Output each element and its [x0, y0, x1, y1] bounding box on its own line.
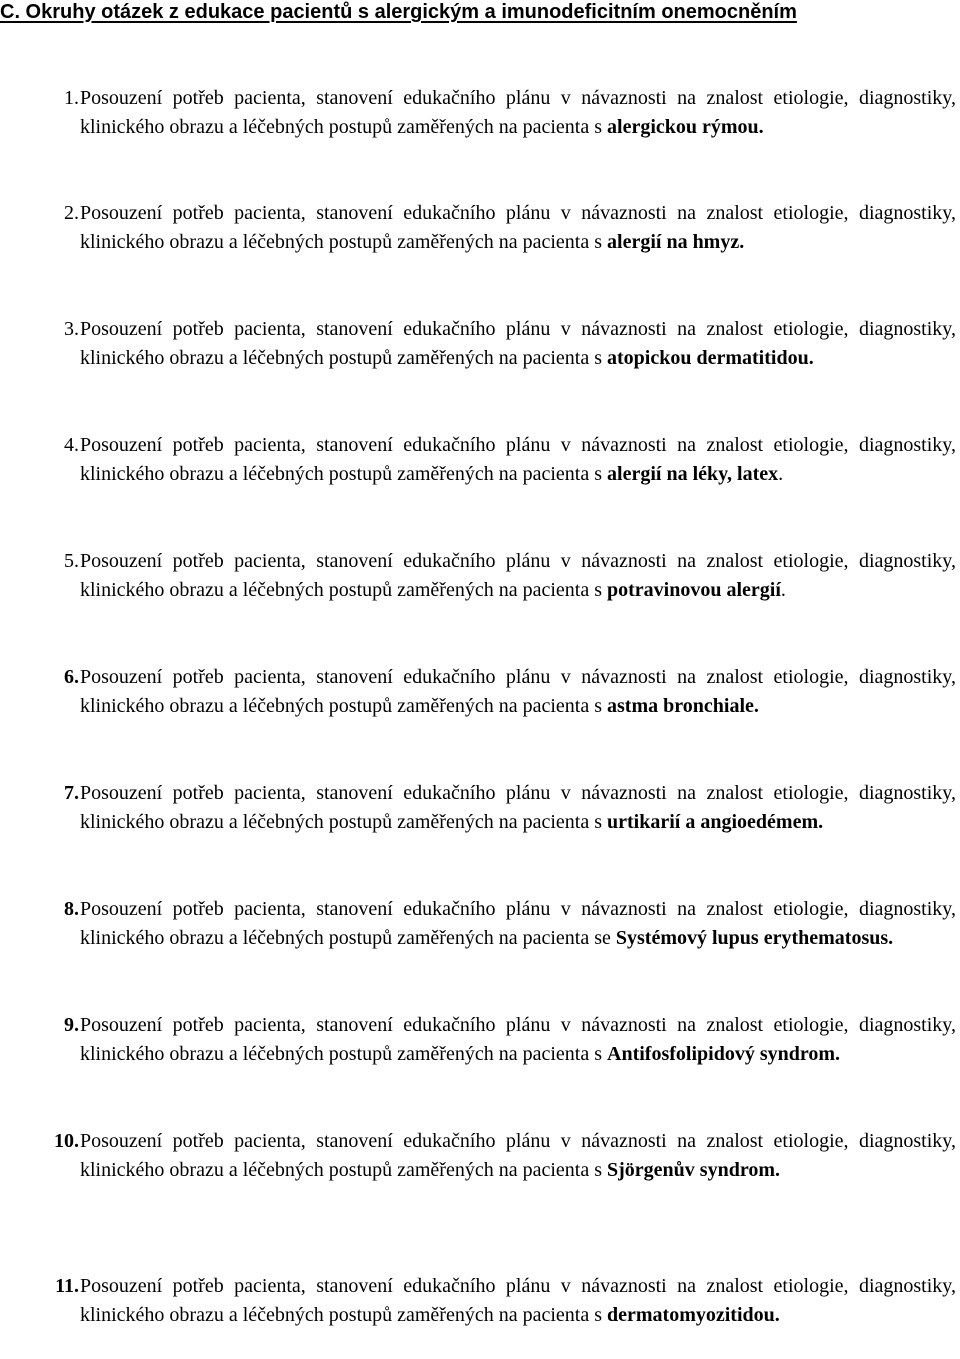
question-item-3 — [37, 315, 956, 373]
question-item-7 — [37, 779, 956, 837]
question-number: 3. — [64, 318, 79, 340]
question-item-1 — [37, 84, 956, 142]
question-text: Posouzení potřeb pacienta, stanovení edukačního plánu v návaznosti na znalost etiologie, diagnostiky, klinického obrazu a léčebných postupů zaměřených na pacienta se Systémový lupus erythematosus. — [80, 898, 956, 949]
question-topic: Sjörgenův syndrom. — [607, 1159, 781, 1181]
question-topic: Systémový lupus erythematosus. — [615, 927, 894, 949]
question-item-11 — [37, 1272, 956, 1330]
question-item-6 — [37, 663, 956, 721]
question-text: Posouzení potřeb pacienta, stanovení edukačního plánu v návaznosti na znalost etiologie, diagnostiky, klinického obrazu a léčebných postupů zaměřených na pacienta s alergickou rýmou. — [80, 87, 956, 138]
question-topic: alergickou rýmou. — [607, 116, 764, 138]
question-topic: atopickou dermatitidou. — [607, 347, 814, 369]
question-number: 2. — [64, 202, 79, 224]
question-item-4 — [37, 431, 956, 489]
question-number: 8. — [64, 898, 79, 920]
question-text: Posouzení potřeb pacienta, stanovení edukačního plánu v návaznosti na znalost etiologie, diagnostiky, klinického obrazu a léčebných postupů zaměřených na pacienta s Antifosfolipidový syndrom. — [80, 1014, 956, 1065]
question-topic: alergií na hmyz. — [607, 231, 745, 253]
question-number: 4. — [64, 434, 79, 456]
question-topic: astma bronchiale. — [607, 695, 759, 717]
question-number: 1. — [64, 87, 79, 109]
question-number: 11. — [55, 1275, 79, 1297]
question-item-8 — [37, 895, 956, 953]
question-text: Posouzení potřeb pacienta, stanovení edukačního plánu v návaznosti na znalost etiologie, diagnostiky, klinického obrazu a léčebných postupů zaměřených na pacienta s urtikarií a angioedémem. — [80, 782, 956, 833]
section-heading: C. Okruhy otázek z edukace pacientů s alergickým a imunodeficitním onemocněním — [0, 1, 797, 23]
question-text: Posouzení potřeb pacienta, stanovení edukačního plánu v návaznosti na znalost etiologie, diagnostiky, klinického obrazu a léčebných postupů zaměřených na pacienta s Sjörgenův syndrom. — [80, 1130, 956, 1181]
question-number: 7. — [64, 782, 79, 804]
question-item-2 — [37, 199, 956, 257]
question-number: 5. — [64, 550, 79, 572]
question-number: 9. — [64, 1014, 79, 1036]
question-number: 10. — [54, 1130, 79, 1152]
question-text: Posouzení potřeb pacienta, stanovení edukačního plánu v návaznosti na znalost etiologie, diagnostiky, klinického obrazu a léčebných postupů zaměřených na pacienta s dermatomyozitidou. — [80, 1275, 956, 1326]
question-text: Posouzení potřeb pacienta, stanovení edukačního plánu v návaznosti na znalost etiologie, diagnostiky, klinického obrazu a léčebných postupů zaměřených na pacienta s potravinovou alergií. — [80, 550, 956, 601]
question-text: Posouzení potřeb pacienta, stanovení edukačního plánu v návaznosti na znalost etiologie, diagnostiky, klinického obrazu a léčebných postupů zaměřených na pacienta s astma bronchiale. — [80, 666, 956, 717]
question-text: Posouzení potřeb pacienta, stanovení edukačního plánu v návaznosti na znalost etiologie, diagnostiky, klinického obrazu a léčebných postupů zaměřených na pacienta s alergií na léky, latex. — [80, 434, 956, 485]
question-number: 6. — [64, 666, 79, 688]
question-item-5 — [37, 547, 956, 605]
question-item-10 — [37, 1127, 956, 1185]
question-topic: dermatomyozitidou. — [607, 1304, 780, 1326]
question-topic: alergií na léky, latex — [607, 463, 779, 485]
question-topic: urtikarií a angioedémem. — [607, 811, 824, 833]
question-topic: potravinovou alergií — [607, 579, 781, 601]
question-text: Posouzení potřeb pacienta, stanovení edukačního plánu v návaznosti na znalost etiologie, diagnostiky, klinického obrazu a léčebných postupů zaměřených na pacienta s alergií na hmyz. — [80, 202, 956, 253]
question-text: Posouzení potřeb pacienta, stanovení edukačního plánu v návaznosti na znalost etiologie, diagnostiky, klinického obrazu a léčebných postupů zaměřených na pacienta s atopickou dermatitidou. — [80, 318, 956, 369]
question-topic: Antifosfolipidový syndrom. — [607, 1043, 841, 1065]
question-item-9 — [37, 1011, 956, 1069]
